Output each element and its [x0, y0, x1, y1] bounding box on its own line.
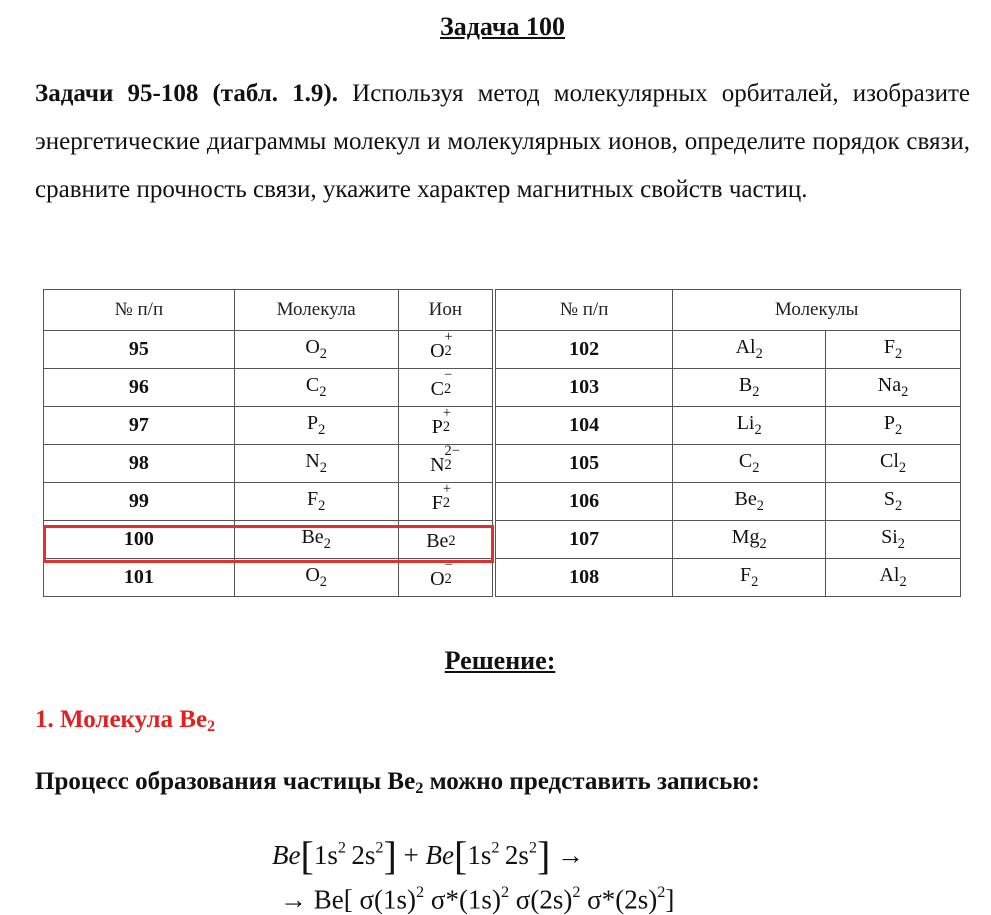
formula-symbol: F	[307, 487, 319, 510]
task-number: 96	[44, 369, 235, 407]
molecule-cell	[234, 331, 398, 369]
molecule-cell-1	[673, 483, 826, 521]
tasks-table	[43, 289, 961, 597]
formula-indices	[443, 366, 460, 397]
ion-cell	[398, 556, 494, 597]
molecule-cell-2	[826, 331, 961, 369]
molecule-cell	[234, 521, 398, 559]
task-number: 97	[44, 407, 235, 445]
molecule-cell-2	[826, 521, 961, 559]
formula-charge: +	[444, 328, 453, 345]
table-body	[44, 328, 961, 597]
formula-charge: −	[443, 366, 453, 383]
ion-formula	[430, 328, 460, 362]
molecule-cell	[234, 407, 398, 445]
formula-symbol: C	[430, 377, 444, 400]
ion-cell	[398, 404, 494, 445]
formula-subscript: 2	[751, 574, 759, 591]
molecule-formula	[880, 449, 907, 477]
molecule-formula	[883, 335, 903, 363]
molecule-cell-1	[673, 559, 826, 597]
formation-equation: $Be[1s^2$ $2s^2] + Be[1s^2$ $2s^2$] →	[272, 833, 585, 878]
molecule-formula	[740, 563, 759, 591]
process-heading: Процесс образования частицы $Be_2$ можно представить записью:	[35, 768, 760, 798]
molecule-formula	[734, 487, 764, 515]
task-number: 100	[44, 521, 235, 559]
ion-cell	[398, 328, 494, 369]
table-row	[44, 445, 961, 483]
molecule-cell-1	[673, 369, 826, 407]
molecule-formula	[731, 525, 767, 553]
task-number-right: 107	[494, 521, 673, 559]
formula-subscript: 2	[759, 536, 767, 553]
molecule-formula	[883, 487, 903, 515]
ion-formula	[431, 480, 459, 514]
formula-symbol: O	[305, 335, 320, 358]
molecule-formula	[305, 373, 327, 401]
molecule-formula	[307, 411, 326, 439]
task-number: 101	[44, 559, 235, 597]
formula-charge: 2−	[444, 442, 460, 459]
task-number-right: 106	[494, 483, 673, 521]
task-number-right: 104	[494, 407, 673, 445]
formula-symbol: C	[738, 449, 753, 472]
formula-symbol: O	[430, 339, 445, 362]
molecule-formula	[877, 373, 909, 401]
ion-cell	[398, 518, 494, 559]
task-number-right: 103	[494, 369, 673, 407]
formula-indices	[444, 556, 461, 587]
task-number: 98	[44, 445, 235, 483]
formula-symbol: P	[431, 415, 443, 438]
formula-subscript: 2	[442, 418, 451, 435]
molecule-formula	[305, 335, 327, 363]
formula-symbol: Na	[877, 373, 902, 396]
formula-charge: −	[448, 518, 457, 535]
molecule-formula	[738, 449, 760, 477]
table-row	[44, 407, 961, 445]
molecule-formula	[883, 411, 903, 439]
formula-symbol: Be	[426, 529, 449, 552]
formula-subscript: 2	[901, 384, 909, 401]
formula-subscript: 2	[899, 574, 907, 591]
formula-subscript: 2	[895, 498, 903, 515]
formula-indices	[444, 328, 461, 359]
formula-subscript: 2	[319, 384, 327, 401]
molecule-cell	[234, 445, 398, 483]
molecule-cell-1	[673, 407, 826, 445]
formula-subscript: 2	[755, 346, 763, 363]
molecule-formula	[736, 411, 762, 439]
formula-subscript: 2	[319, 574, 327, 591]
formula-symbol: S	[883, 487, 896, 510]
ion-formula	[426, 518, 464, 552]
formula-subscript: 2	[448, 532, 456, 549]
formula-symbol: F	[883, 335, 896, 358]
formula-subscript: 2	[318, 422, 326, 439]
table-row	[44, 483, 961, 521]
formula-symbol: Be	[734, 487, 757, 510]
task-number-right: 102	[494, 331, 673, 369]
formula-subscript: 2	[754, 422, 762, 439]
molecule-formula	[301, 525, 331, 553]
formula-symbol: P	[307, 411, 319, 434]
task-instructions: Используя метод молекулярных орбиталей, изобразите энергетические диаграммы молекул и молекулярных ионов, определите порядок связи, сравните прочность связи, укажите характер магнитных свойств частиц.	[35, 80, 970, 203]
molecule-formula	[735, 335, 763, 363]
molecule-cell	[234, 483, 398, 521]
formula-symbol: Cl	[880, 449, 899, 472]
formula-symbol: F	[740, 563, 752, 586]
formula-subscript: 2	[444, 342, 452, 359]
formula-subscript: 2	[443, 380, 452, 397]
formula-subscript: 2	[319, 346, 327, 363]
molecule-cell-2	[826, 369, 961, 407]
formula-indices	[448, 518, 464, 549]
table-row	[44, 521, 961, 559]
task-statement	[35, 70, 970, 214]
formula-symbol: Si	[881, 525, 898, 548]
ion-formula	[430, 366, 460, 400]
ion-cell	[398, 480, 494, 521]
task-number: 99	[44, 483, 235, 521]
molecule-formula	[305, 563, 327, 591]
formula-subscript: 2	[895, 346, 903, 363]
header-number-right: № п/п	[494, 290, 673, 331]
formula-subscript: 2	[323, 536, 331, 553]
formula-subscript: 2	[752, 384, 760, 401]
formula-symbol: Mg	[731, 525, 760, 548]
ion-formula	[430, 556, 460, 590]
molecule-cell-2	[826, 483, 961, 521]
formula-symbol: Li	[736, 411, 755, 434]
header-number: № п/п	[44, 290, 235, 331]
table-header-row	[44, 290, 961, 331]
formula-subscript: 2	[895, 422, 903, 439]
molecule-cell-1	[673, 445, 826, 483]
task-number-right: 108	[494, 559, 673, 597]
formula-symbol: F	[431, 491, 443, 514]
formula-symbol: N	[305, 449, 320, 472]
molecule-cell	[234, 559, 398, 597]
header-molecules: Молекулы	[673, 290, 961, 331]
formula-symbol: Al	[879, 563, 900, 586]
molecule-cell-1	[673, 331, 826, 369]
formula-symbol: B	[738, 373, 753, 396]
formula-charge: −	[444, 556, 453, 573]
molecule-cell-1	[673, 521, 826, 559]
table-row	[44, 331, 961, 369]
formula-symbol: N	[430, 453, 445, 476]
formula-subscript: 2	[319, 460, 327, 477]
formula-subscript: 2	[898, 460, 907, 477]
formula-indices	[442, 480, 459, 511]
formula-indices	[442, 404, 459, 435]
formula-subscript: 2	[442, 494, 451, 511]
molecule-formula	[305, 449, 327, 477]
molecule-cell-2	[826, 559, 961, 597]
solution-title: Решение:	[444, 646, 556, 675]
molecule-formula	[738, 373, 760, 401]
ion-cell	[398, 366, 494, 407]
formula-subscript: 2	[444, 570, 452, 587]
molecule-cell	[234, 369, 398, 407]
formula-symbol: Al	[735, 335, 756, 358]
task-title: Задача 100	[440, 12, 565, 41]
ion-formula	[430, 442, 460, 476]
table-row	[44, 369, 961, 407]
task-number-right: 105	[494, 445, 673, 483]
molecule-formula	[307, 487, 326, 515]
formula-charge: +	[442, 480, 451, 497]
task-number: 95	[44, 331, 235, 369]
formula-symbol: C	[305, 373, 320, 396]
formula-subscript: 2	[318, 498, 326, 515]
formula-charge: +	[442, 404, 451, 421]
formula-indices	[444, 442, 461, 473]
molecule-formula	[879, 563, 907, 591]
formula-subscript: 2	[756, 498, 764, 515]
formula-subscript: 2	[897, 536, 905, 553]
mo-configuration: → Be[ $\sigma(1s)^2$ $\sigma*(1s)^2$ $\sigma(2s)^2$ $\sigma*(2s)^2$]	[280, 883, 675, 915]
task-range-label: Задачи 95-108 (табл. 1.9).	[35, 80, 338, 107]
header-ion: Ион	[398, 290, 494, 331]
formula-symbol: O	[305, 563, 320, 586]
formula-subscript: 2	[752, 460, 760, 477]
formula-subscript: 2	[444, 456, 452, 473]
formula-symbol: Be	[301, 525, 324, 548]
formula-symbol: P	[883, 411, 896, 434]
molecule-cell-2	[826, 407, 961, 445]
section-title: 1. Молекула $Be_2$	[35, 706, 216, 736]
molecule-cell-2	[826, 445, 961, 483]
ion-cell	[398, 442, 494, 483]
molecule-formula	[881, 525, 905, 553]
header-molecule: Молекула	[234, 290, 398, 331]
ion-formula	[431, 404, 459, 438]
formula-symbol: O	[430, 567, 445, 590]
table-row	[44, 559, 961, 597]
